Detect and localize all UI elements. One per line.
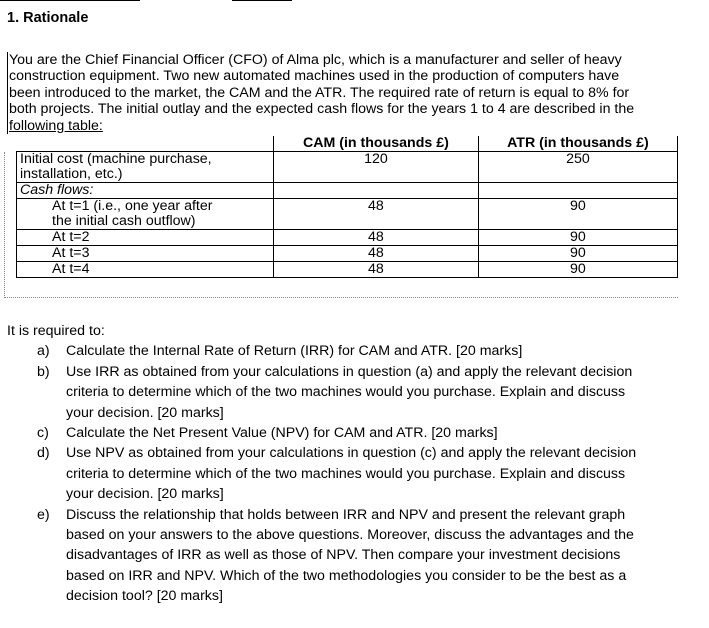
initial-cost-label-line2: installation, etc.) xyxy=(20,166,123,182)
cam-value: 48 xyxy=(274,246,479,262)
header-cam: CAM (in thousands £) xyxy=(274,136,479,152)
top-rule xyxy=(0,0,140,1)
table-bottom-guide xyxy=(4,297,678,298)
item-line: your decision. [20 marks] xyxy=(66,486,224,503)
item-letter: c) xyxy=(37,425,49,442)
atr-value: 90 xyxy=(478,230,677,246)
item-line: based on IRR and NPV. Which of the two methodologies you consider to be the best as a xyxy=(66,567,627,584)
requirements-section xyxy=(7,321,707,607)
row-label: At t=2 xyxy=(17,230,274,246)
atr-value: 90 xyxy=(478,246,677,262)
item-letter: d) xyxy=(37,445,50,462)
item-line: Use IRR as obtained from your calculations in question (a) and apply the relevant decision xyxy=(66,363,633,380)
item-letter: b) xyxy=(37,363,50,380)
item-line: Use NPV as obtained from your calculations in question (c) and apply the relevant decision xyxy=(66,445,637,462)
requirement-item-d xyxy=(7,443,707,504)
intro-line: both projects. The initial outlay and the expected cash flows for the years 1 to 4 are described in the xyxy=(9,101,635,118)
cash-flows-label: Cash flows: xyxy=(17,183,274,199)
item-letter: a) xyxy=(37,343,50,360)
table-margin-guide xyxy=(4,152,5,298)
intro-line: following table: xyxy=(9,117,103,134)
empty-cell xyxy=(274,183,479,199)
initial-cost-atr: 250 xyxy=(478,152,677,183)
cam-value: 48 xyxy=(274,230,479,246)
intro-line: construction equipment. Two new automated machines used in the production of computers have xyxy=(9,68,620,85)
table-row-cash-flows xyxy=(17,183,678,199)
atr-value: 90 xyxy=(478,262,677,278)
row-label: At t=3 xyxy=(17,246,274,262)
requirements-heading: It is required to: xyxy=(7,323,105,339)
intro-line: been introduced to the market, the CAM and the ATR. The required rate of return is equal to 8% for xyxy=(9,84,630,101)
cam-value: 48 xyxy=(274,199,479,230)
cam-value: 48 xyxy=(274,262,479,278)
item-line: disadvantages of IRR as well as those of NPV. Then compare your investment decisions xyxy=(66,547,621,564)
header-blank-cell xyxy=(17,136,274,152)
top-rule-2 xyxy=(232,0,292,1)
item-line: Calculate the Internal Rate of Return (IRR) for CAM and ATR. [20 marks] xyxy=(66,343,523,360)
row-label-line1: At t=1 (i.e., one year after xyxy=(52,198,213,214)
item-line: decision tool? [20 marks] xyxy=(66,588,223,605)
row-label-line2: the initial cash outflow) xyxy=(52,213,196,229)
requirement-item-c xyxy=(7,423,707,443)
initial-cost-label-line1: Initial cost (machine purchase, xyxy=(20,151,212,167)
table-row-t1 xyxy=(17,199,678,230)
table-row-initial xyxy=(17,152,678,183)
section-heading: 1. Rationale xyxy=(7,10,89,26)
item-line: criteria to determine which of the two machines would you purchase. Explain and discuss xyxy=(66,465,626,482)
item-line: Calculate the Net Present Value (NPV) for CAM and ATR. [20 marks] xyxy=(66,425,498,442)
row-label xyxy=(17,199,274,230)
item-line: your decision. [20 marks] xyxy=(66,404,224,421)
table-row-t3 xyxy=(17,246,678,262)
table-row-t4 xyxy=(17,262,678,278)
intro-paragraph xyxy=(7,52,709,134)
table-header-row xyxy=(17,136,678,152)
requirement-item-e xyxy=(7,505,707,607)
item-line: criteria to determine which of the two machines would you purchase. Explain and discuss xyxy=(66,384,626,401)
initial-cost-label xyxy=(17,152,274,183)
item-letter: e) xyxy=(37,506,50,523)
cash-flow-table xyxy=(16,136,678,278)
intro-line: You are the Chief Financial Officer (CFO) of Alma plc, which is a manufacturer and seller of heavy xyxy=(9,52,622,68)
item-line: based on your answers to the above questions. Moreover, discuss the advantages and the xyxy=(66,527,634,544)
table-row-t2 xyxy=(17,230,678,246)
item-line: Discuss the relationship that holds between IRR and NPV and present the relevant graph xyxy=(66,506,626,523)
row-label: At t=4 xyxy=(17,262,274,278)
header-atr: ATR (in thousands £) xyxy=(478,136,677,152)
initial-cost-cam: 120 xyxy=(274,152,479,183)
requirement-item-b xyxy=(7,362,707,423)
atr-value: 90 xyxy=(478,199,677,230)
requirement-item-a xyxy=(7,341,707,361)
empty-cell xyxy=(478,183,677,199)
